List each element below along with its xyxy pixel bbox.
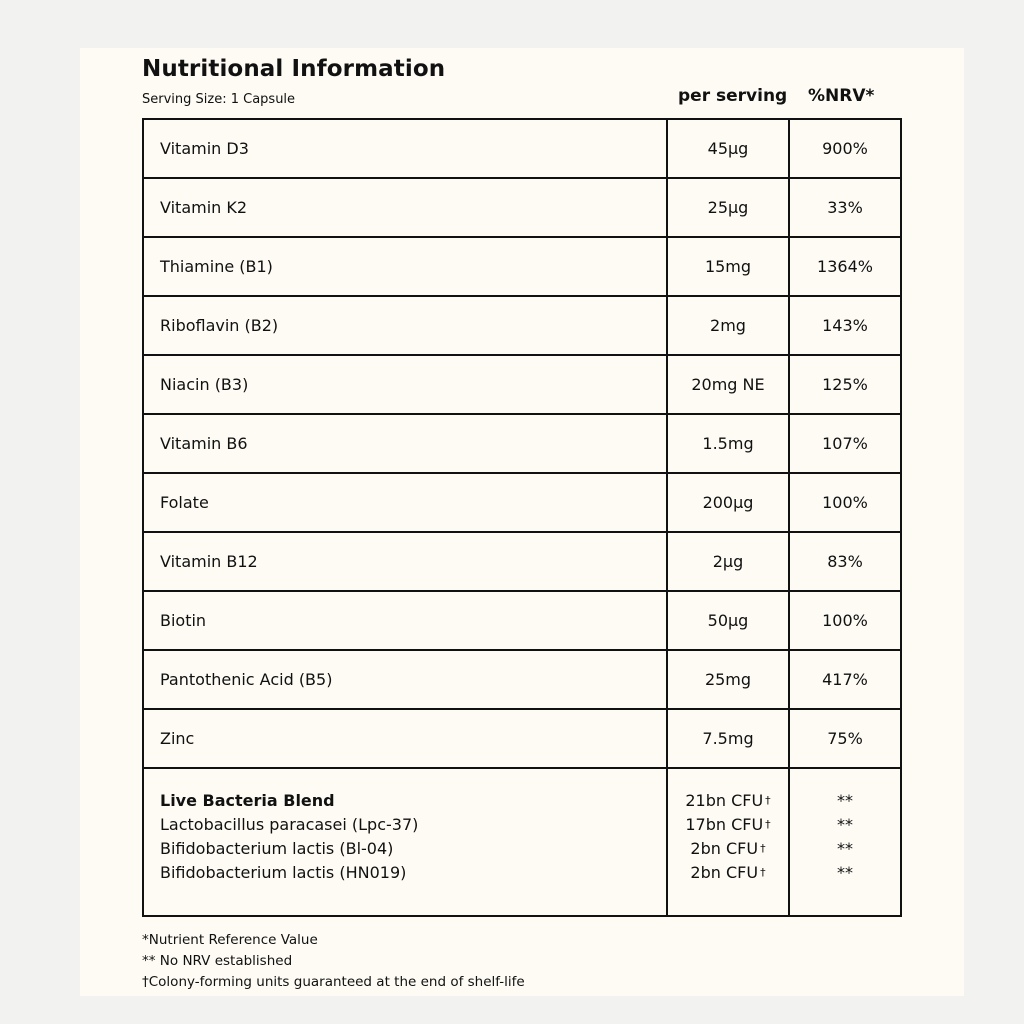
strain-name: Bifidobacterium lactis (Bl-04) [160,839,394,858]
table-row [143,355,901,414]
nutrient-name: Folate [143,473,667,532]
nutrient-nrv: 83% [789,532,901,591]
footnote-nrv: *Nutrient Reference Value [142,932,318,948]
blend-total-amount [668,789,788,813]
serving-size: Serving Size: 1 Capsule [142,92,296,107]
nutrient-name: Vitamin B6 [143,414,667,473]
table-row [143,414,901,473]
nutrient-amount: 25µg [667,178,789,237]
amount-value: 2bn CFU [690,863,759,882]
strain-name: Bifidobacterium lactis (HN019) [160,863,407,882]
nutrient-name: Niacin (B3) [143,355,667,414]
nutrient-nrv: 33% [789,178,901,237]
bacteria-blend-row [143,768,901,916]
amount-value: 17bn CFU [685,815,764,834]
footnote-cfu: †Colony-forming units guaranteed at the end of shelf-life [142,974,525,990]
column-header-nrv: %NRV* [808,86,875,106]
table-row [143,473,901,532]
nutrient-nrv: 100% [789,591,901,650]
nutrient-amount: 1.5mg [667,414,789,473]
nutrient-nrv: 417% [789,650,901,709]
nutrient-name: Thiamine (B1) [143,237,667,296]
table-row [143,532,901,591]
nutrition-table [142,118,902,917]
strain-nrv: ** [837,863,853,882]
blend-nrvs [789,768,901,916]
table-row [143,709,901,768]
nutrient-amount: 2mg [667,296,789,355]
blend-total-nrv: ** [837,791,853,810]
dagger-mark: † [760,866,766,879]
table-row [143,650,901,709]
strain-nrv: ** [837,815,853,834]
table-row [143,178,901,237]
nutrient-name: Vitamin B12 [143,532,667,591]
nutrient-amount: 25mg [667,650,789,709]
blend-amounts [667,768,789,916]
strain-amount [668,837,788,861]
nutrient-nrv: 1364% [789,237,901,296]
nutrient-name: Riboflavin (B2) [143,296,667,355]
table-row [143,237,901,296]
nutrient-nrv: 107% [789,414,901,473]
dagger-mark: † [765,818,771,831]
nutrient-amount: 50µg [667,591,789,650]
nutrient-amount: 45µg [667,119,789,178]
amount-value: 21bn CFU [685,791,764,810]
nutrient-name: Biotin [143,591,667,650]
dagger-mark: † [760,842,766,855]
dagger-mark: † [765,794,771,807]
nutrient-nrv: 100% [789,473,901,532]
nutrient-amount: 15mg [667,237,789,296]
nutrient-amount: 2µg [667,532,789,591]
blend-title: Live Bacteria Blend [160,791,335,810]
strain-nrv: ** [837,839,853,858]
nutrient-name: Vitamin K2 [143,178,667,237]
footnote-no-nrv: ** No NRV established [142,953,293,969]
nutrient-name: Zinc [143,709,667,768]
strain-name: Lactobacillus paracasei (Lpc-37) [160,815,419,834]
blend-names [143,768,667,916]
nutrient-nrv: 75% [789,709,901,768]
nutrient-name: Pantothenic Acid (B5) [143,650,667,709]
amount-value: 2bn CFU [690,839,759,858]
strain-amount [668,861,788,885]
page-title: Nutritional Information [142,56,446,82]
strain-amount [668,813,788,837]
nutrient-nrv: 900% [789,119,901,178]
column-header-per-serving: per serving [678,86,788,106]
table-row [143,296,901,355]
nutrient-amount: 200µg [667,473,789,532]
table-row [143,591,901,650]
table-row [143,119,901,178]
nutrient-amount: 20mg NE [667,355,789,414]
nutrient-amount: 7.5mg [667,709,789,768]
nutrient-nrv: 125% [789,355,901,414]
nutrient-name: Vitamin D3 [143,119,667,178]
nutrient-nrv: 143% [789,296,901,355]
